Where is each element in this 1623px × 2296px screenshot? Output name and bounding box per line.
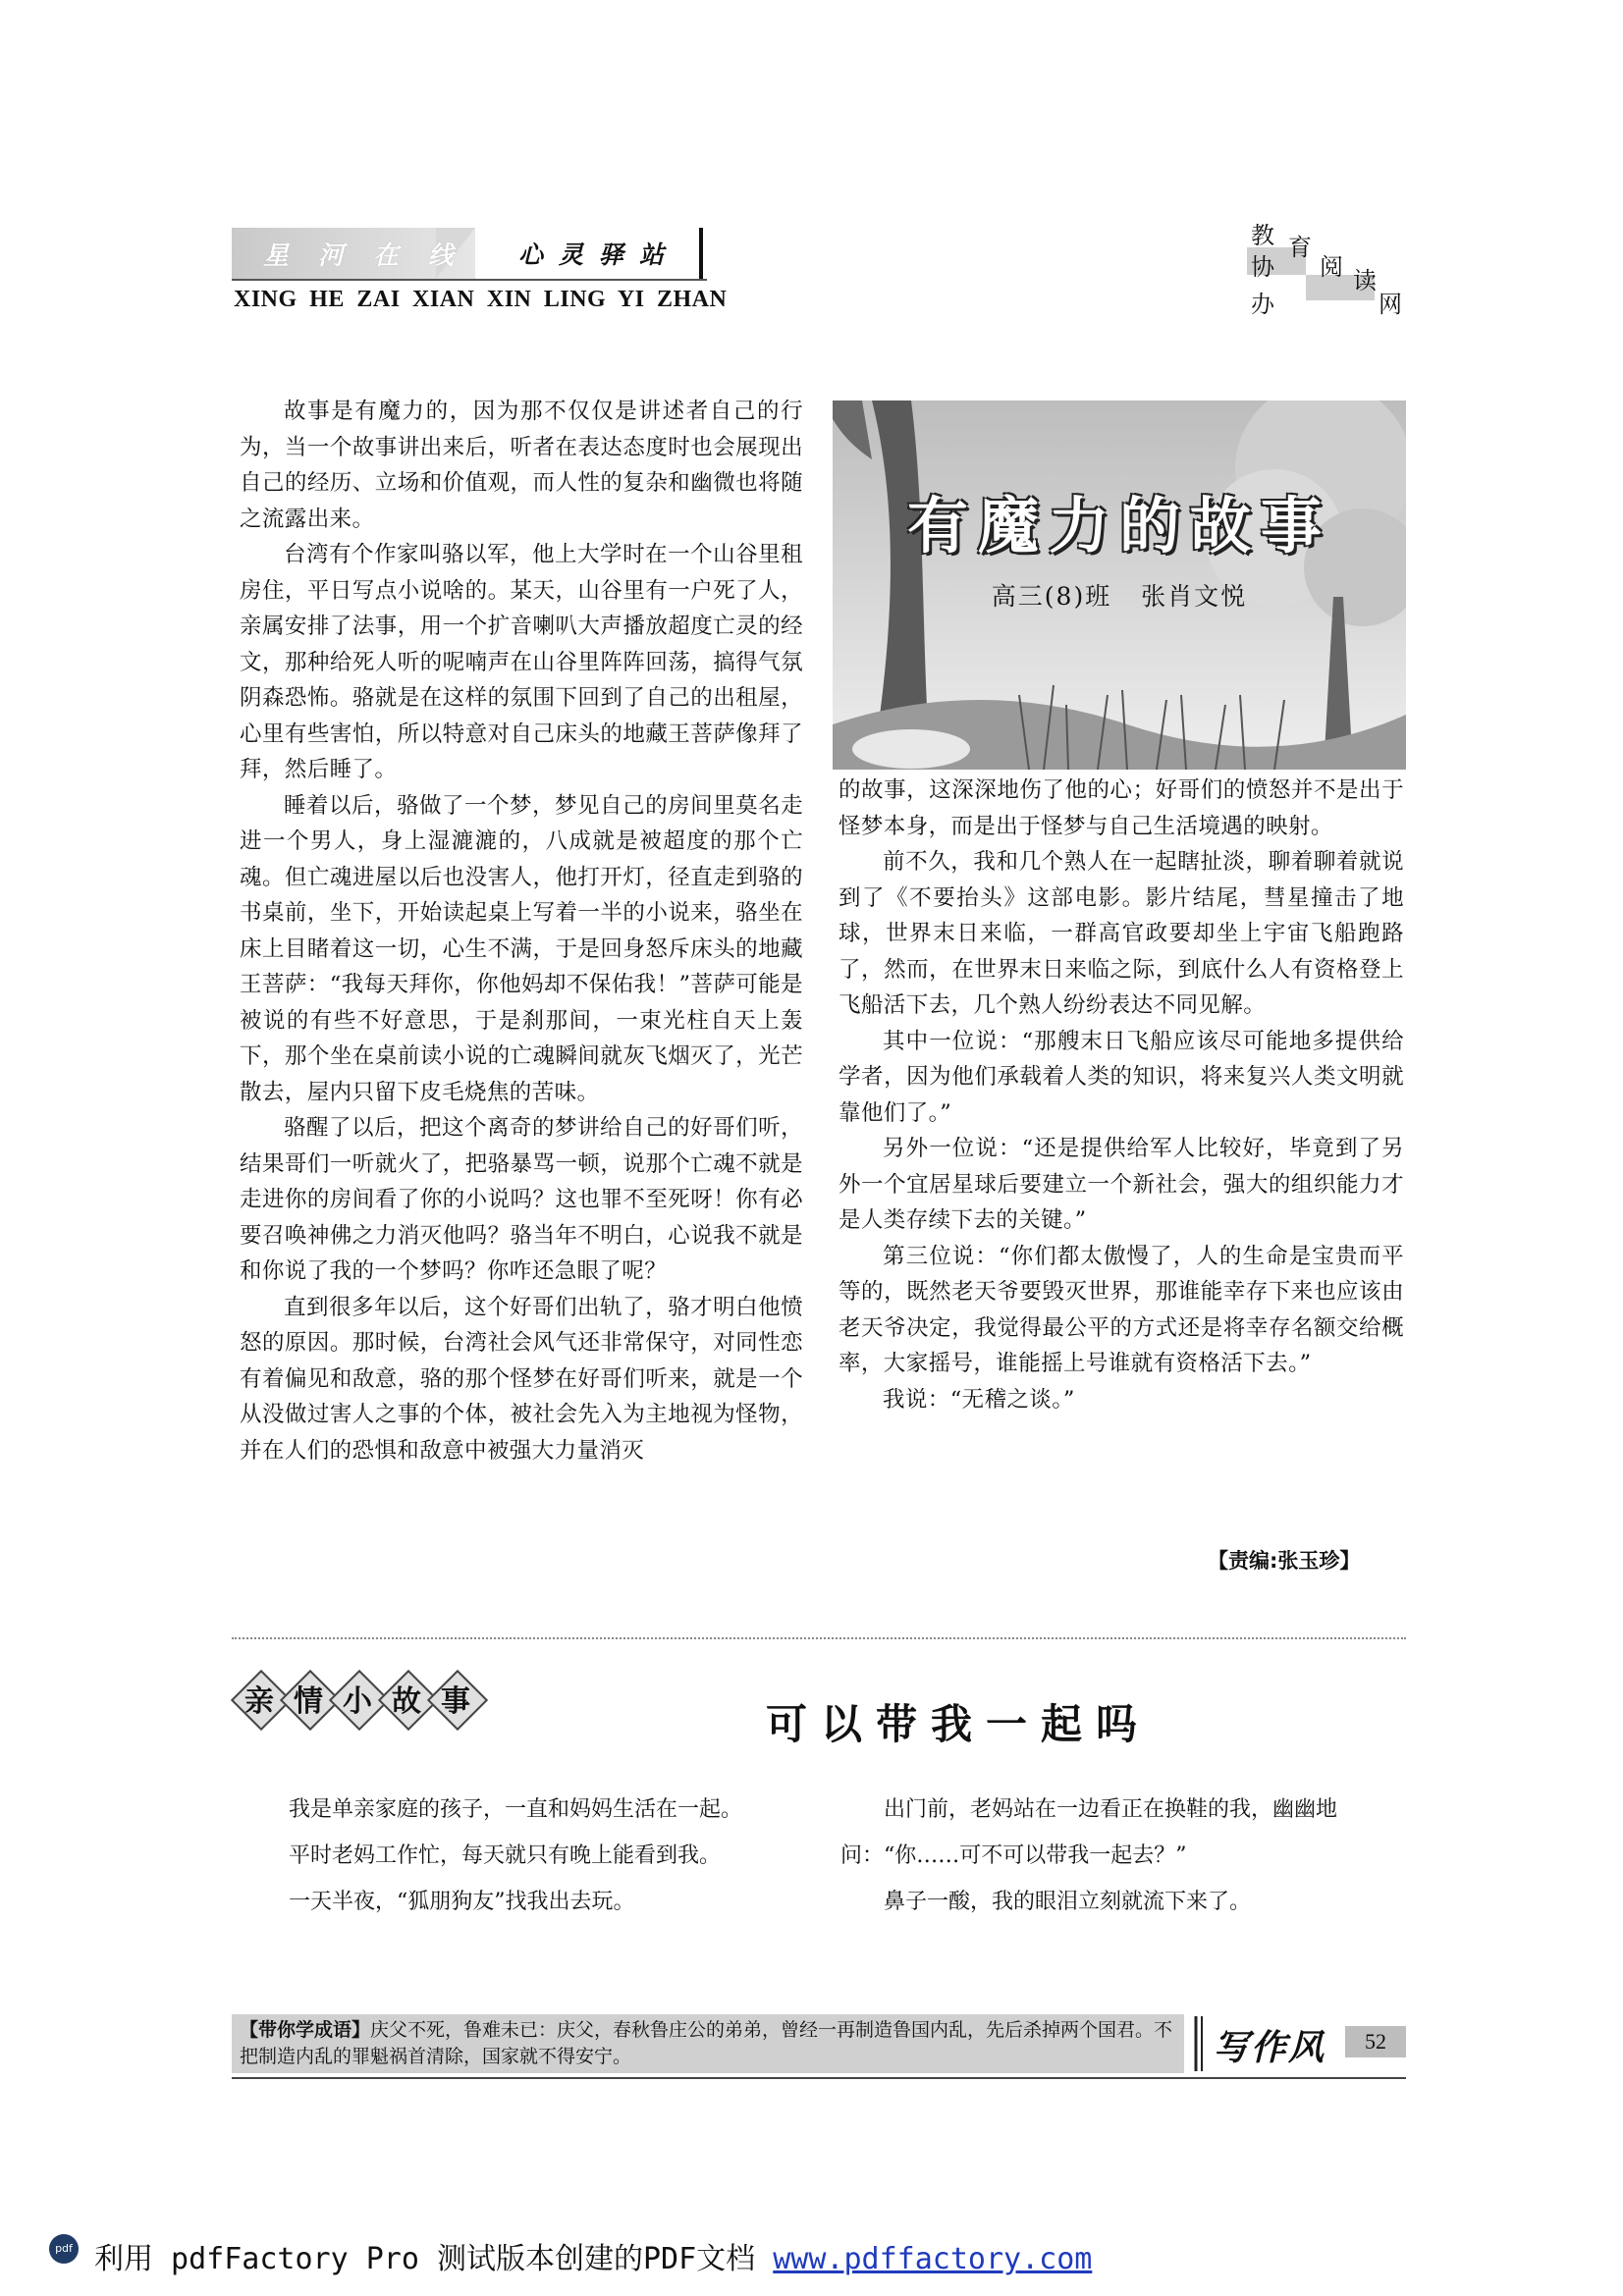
story-paragraph: 鼻子一酸，我的眼泪立刻就流下来了。 bbox=[884, 1890, 1252, 1914]
badge-char: 情 bbox=[294, 1684, 323, 1719]
story-paragraph: 我是单亲家庭的孩子，一直和妈妈生活在一起。 bbox=[289, 1797, 743, 1822]
header-pinyin: XING HE ZAI XIAN XIN LING YI ZHAN bbox=[234, 287, 728, 312]
byline-author: 张肖文悦 bbox=[1141, 582, 1248, 611]
magazine-name: 写作风 bbox=[1214, 2027, 1326, 2068]
pdffactory-link[interactable]: www.pdffactory.com bbox=[773, 2242, 1093, 2276]
section-divider bbox=[232, 1637, 1406, 1639]
badge-char: 故 bbox=[392, 1684, 421, 1719]
article-paragraph: 骆醒了以后，把这个离奇的梦讲给自己的好哥们听，结果哥们一听就火了，把骆暴骂一顿，说那个亡魂不就是走进你的房间看了你的小说吗？这也罪不至死呀！你有必要召唤神佛之力消灭他吗？骆当年不明白，心说我不就是和你说了我的一个梦吗？你咋还急眼了呢？ bbox=[240, 1115, 803, 1284]
pdffactory-text: 利用 pdfFactory Pro 测试版本创建的PDF文档 bbox=[94, 2242, 774, 2276]
article-illustration bbox=[833, 400, 1406, 770]
logo-char: 网 bbox=[1379, 291, 1402, 318]
story-title: 可以带我一起吗 bbox=[766, 1700, 1152, 1748]
badge-char: 小 bbox=[343, 1684, 372, 1719]
page-number: 52 bbox=[1345, 2026, 1406, 2057]
pdffactory-badge-icon: pdf bbox=[49, 2234, 79, 2264]
article-paragraph: 其中一位说：“那艘末日飞船应该尽可能地多提供给学者，因为他们承载着人类的知识，将来复兴人类文明就靠他们了。” bbox=[839, 1028, 1404, 1126]
article-byline bbox=[833, 577, 1406, 613]
logo-char: 教 bbox=[1251, 222, 1274, 249]
article-right-column bbox=[839, 773, 1404, 1417]
idiom-label: 【带你学成语】 bbox=[240, 2019, 371, 2041]
story-right-column bbox=[840, 1787, 1410, 1925]
site-logo bbox=[1247, 216, 1404, 318]
logo-char: 读 bbox=[1353, 267, 1377, 294]
story-left-column bbox=[245, 1787, 815, 1925]
article-editor: 【责编:张玉珍】 bbox=[1208, 1549, 1361, 1573]
article-paragraph: 另外一位说：“还是提供给军人比较好，毕竟到了另外一个宜居星球后要建立一个新社会，强大的组织能力才是人类存续下去的关键。” bbox=[839, 1136, 1404, 1233]
header-site-name: 星河在线 bbox=[263, 241, 484, 271]
footer-rule bbox=[232, 2077, 1406, 2079]
article-paragraph: 直到很多年以后，这个好哥们出轨了，骆才明白他愤怒的原因。那时候，台湾社会风气还非常保守，对同性恋有着偏见和敌意，骆的那个怪梦在好哥们听来，就是一个从没做过害人之事的个体，被社会先入为主地视为怪物，并在人们的恐惧和敌意中被强大力量消灭 bbox=[240, 1294, 803, 1464]
logo-char: 协 bbox=[1251, 253, 1274, 281]
header-rule bbox=[232, 279, 707, 281]
article-paragraph: 前不久，我和几个熟人在一起瞎扯淡，聊着聊着就说到了《不要抬头》这部电影。影片结尾，彗星撞击了地球，世界末日来临，一群高官政要却坐上宇宙飞船跑路了，然而，在世界末日来临之际，到底什么人有资格登上飞船活下去，几个熟人纷纷表达不同见解。 bbox=[839, 849, 1404, 1018]
magazine-logo bbox=[1192, 2014, 1339, 2073]
story-paragraph: 出门前，老妈站在一边看正在换鞋的我，幽幽地问：“你……可不可以带我一起去？” bbox=[840, 1797, 1338, 1868]
byline-class: 高三(8)班 bbox=[991, 582, 1112, 611]
idiom-text: 庆父不死，鲁难未已：庆父，春秋鲁庄公的弟弟，曾经一再制造鲁国内乱，先后杀掉两个国君。不把制造内乱的罪魁祸首清除，国家就不得安宁。 bbox=[240, 2019, 1173, 2067]
article-left-column bbox=[240, 394, 803, 1468]
article-paragraph: 台湾有个作家叫骆以军，他上大学时在一个山谷里租房住，平日写点小说啥的。某天，山谷里有一户死了人，亲属安排了法事，用一个扩音喇叭大声播放超度亡灵的经文，那种给死人听的呢喃声在山谷里阵阵回荡，搞得气氛阴森恐怖。骆就是在这样的氛围下回到了自己的出租屋，心里有些害怕，所以特意对自己床头的地藏王菩萨像拜了拜，然后睡了。 bbox=[240, 542, 803, 782]
logo-char: 育 bbox=[1288, 234, 1312, 261]
badge-char: 事 bbox=[441, 1684, 470, 1719]
story-paragraph: 一天半夜，“狐朋狗友”找我出去玩。 bbox=[289, 1890, 635, 1914]
logo-char: 办 bbox=[1251, 291, 1274, 318]
article-title: 有魔力的故事 bbox=[906, 490, 1331, 561]
article-paragraph: 故事是有魔力的，因为那不仅仅是讲述者自己的行为，当一个故事讲出来后，听者在表达态度时也会展现出自己的经历、立场和价值观，而人性的复杂和幽微也将随之流露出来。 bbox=[240, 399, 803, 532]
article-paragraph: 第三位说：“你们都太傲慢了，人的生命是宝贵而平等的，既然老天爷要毁灭世界，那谁能幸存下来也应该由老天爷决定，我觉得最公平的方式还是将幸存名额交给概率，大家摇号，谁能摇上号谁就有资格活下去。” bbox=[839, 1243, 1404, 1376]
article-paragraph: 我说：“无稽之谈。” bbox=[883, 1386, 1075, 1413]
article-paragraph: 睡着以后，骆做了一个梦，梦见自己的房间里莫名走进一个男人，身上湿漉漉的，八成就是被超度的那个亡魂。但亡魂进屋以后也没害人，他打开灯，径直走到骆的书桌前，坐下，开始读起桌上写着一半的小说来，骆坐在床上目睹着这一切，心生不满，于是回身怒斥床头的地藏王菩萨：“我每天拜你，你他妈却不保佑我！”菩萨可能是被说的有些不好意思，于是刹那间，一束光柱自天上轰下，那个坐在桌前读小说的亡魂瞬间就灰飞烟灭了，光芒散去，屋内只留下皮毛烧焦的苦味。 bbox=[240, 792, 803, 1105]
logo-char: 阅 bbox=[1320, 253, 1343, 281]
article-paragraph-continued: 的故事，这深深地伤了他的心；好哥们的愤怒并不是出于怪梦本身，而是出于怪梦与自己生活境遇的映射。 bbox=[839, 777, 1404, 839]
header-section-title: 心灵驿站 bbox=[518, 240, 680, 269]
header-bar bbox=[699, 228, 703, 279]
story-paragraph: 平时老妈工作忙，每天就只有晚上能看到我。 bbox=[289, 1843, 722, 1868]
idiom-box bbox=[232, 2014, 1184, 2073]
pdffactory-notice bbox=[94, 2234, 1092, 2277]
badge-char: 亲 bbox=[244, 1684, 274, 1719]
